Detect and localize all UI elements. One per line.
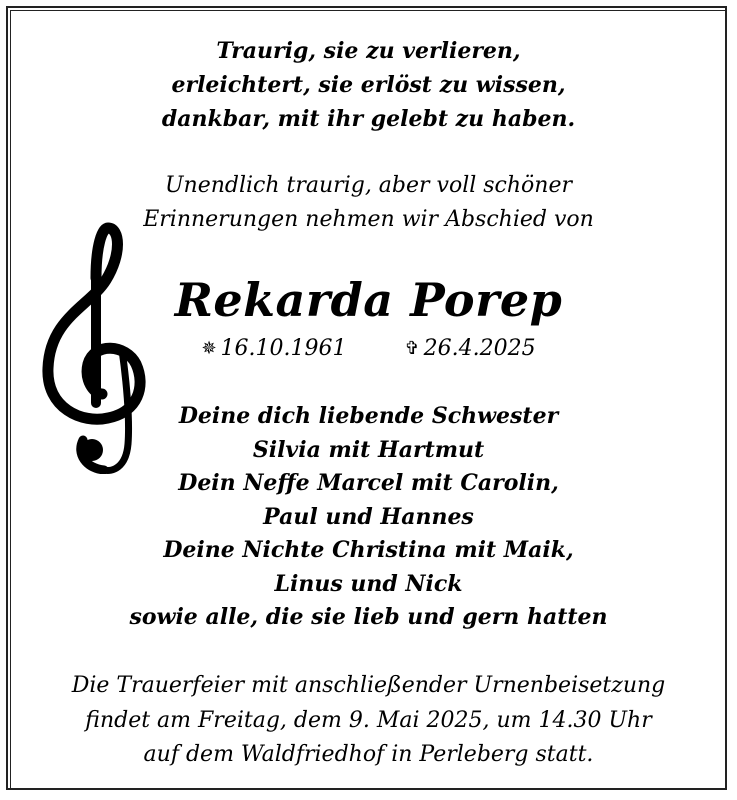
mourner-line: Deine dich liebende Schwester [178, 403, 559, 429]
birth-date [201, 334, 346, 365]
mourner-line: Dein Neffe Marcel mit Carolin, [178, 470, 559, 496]
quote-line: dankbar, mit ihr gelebt zu haben. [161, 106, 576, 132]
mourner-line: Silvia mit Hartmut [252, 436, 485, 463]
birth-date-value: 16.10.1961 [220, 336, 347, 361]
intro-line: Erinnerungen nehmen wir Abschied von [143, 207, 594, 232]
service-line: auf dem Waldfriedhof in Perleberg statt. [143, 742, 594, 767]
quote [0, 34, 737, 136]
funeral-service-info [0, 669, 737, 773]
deceased-name: Rekarda Porep [174, 273, 563, 327]
life-dates [0, 334, 737, 365]
quote-line: erleichtert, sie erlöst zu wissen, [171, 72, 566, 98]
mourner-line: Paul und Hannes [263, 503, 474, 530]
mourner-line: Linus und Nick [274, 570, 463, 597]
death-date-value: 26.4.2025 [423, 336, 536, 361]
intro-line: Unendlich traurig, aber voll schöner [165, 173, 572, 198]
quote-line: Traurig, sie zu verlieren, [216, 38, 521, 64]
service-line: findet am Freitag, dem 9. Mai 2025, um 14.30 Uhr [85, 707, 652, 733]
mourners [0, 400, 737, 635]
cross-icon: ✞ [404, 338, 420, 359]
death-date [405, 334, 536, 365]
star-icon: ✵ [201, 338, 217, 359]
mourner-line: Deine Nichte Christina mit Maik, [163, 537, 574, 563]
mourner-line: sowie alle, die sie lieb und gern hatten [129, 604, 608, 630]
service-line: Die Trauerfeier mit anschließender Urnenbeisetzung [71, 673, 666, 698]
